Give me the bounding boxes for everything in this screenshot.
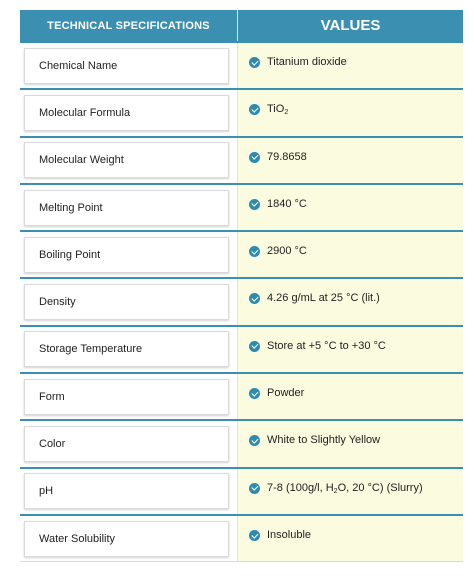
value-subscript: 2 — [284, 109, 289, 117]
spec-value: Store at +5 °C to +30 °C — [267, 339, 386, 352]
value-cell — [237, 185, 463, 230]
check-circle-icon — [249, 435, 260, 446]
spec-value: 79.8658 — [267, 150, 307, 163]
spec-value: 1840 °C — [267, 197, 307, 210]
table-header — [20, 10, 463, 41]
spec-value: Powder — [267, 387, 305, 400]
value-cell — [237, 138, 463, 183]
label-cell — [20, 232, 237, 277]
value-cell — [237, 232, 463, 277]
spec-label: pH — [24, 473, 229, 509]
spec-label: Storage Temperature — [24, 331, 229, 367]
spec-row-molecular-formula — [20, 88, 463, 135]
spec-value: White to Slightly Yellow — [267, 434, 381, 447]
spec-label: Molecular Weight — [24, 142, 229, 178]
label-cell — [20, 374, 237, 419]
spec-label: Color — [24, 426, 229, 462]
spec-label: Boiling Point — [24, 237, 229, 273]
check-circle-icon — [249, 388, 260, 399]
spec-row-color — [20, 419, 463, 466]
spec-row-water-solubility — [20, 514, 463, 561]
label-cell — [20, 421, 237, 466]
value-part: O, 20 °C) (Slurry) — [337, 481, 423, 494]
check-circle-icon — [249, 104, 260, 115]
label-cell — [20, 43, 237, 88]
header-technical-specifications: TECHNICAL SPECIFICATIONS — [20, 10, 237, 41]
spec-row-melting-point — [20, 183, 463, 230]
label-cell — [20, 516, 237, 561]
label-cell — [20, 279, 237, 324]
check-circle-icon — [249, 246, 260, 257]
value-cell — [237, 421, 463, 466]
spec-label: Form — [24, 379, 229, 415]
spec-label: Molecular Formula — [24, 95, 229, 131]
spec-row-chemical-name — [20, 41, 463, 88]
value-part: TiO — [267, 103, 285, 116]
spec-value: Titanium dioxide — [267, 56, 347, 68]
label-cell — [20, 185, 237, 230]
spec-row-storage-temperature — [20, 325, 463, 372]
label-cell — [20, 90, 237, 135]
label-cell — [20, 138, 237, 183]
spec-row-boiling-point — [20, 230, 463, 277]
label-cell — [20, 469, 237, 514]
spec-label: Density — [24, 284, 229, 320]
spec-value: 2900 °C — [267, 245, 307, 258]
spec-value: 4.26 g/mL at 25 °C (lit.) — [267, 292, 380, 305]
value-cell — [237, 279, 463, 324]
value-cell — [237, 90, 463, 135]
spec-value: Insoluble — [267, 528, 312, 541]
value-cell — [237, 516, 463, 561]
value-cell — [237, 374, 463, 419]
check-circle-icon — [249, 199, 260, 210]
check-circle-icon — [249, 293, 260, 304]
spec-label: Melting Point — [24, 190, 229, 226]
value-cell — [237, 327, 463, 372]
spec-label: Water Solubility — [24, 521, 229, 557]
spec-label: Chemical Name — [24, 48, 229, 84]
value-cell — [237, 43, 463, 88]
spec-row-density — [20, 277, 463, 324]
spec-value — [267, 482, 423, 494]
value-cell — [237, 469, 463, 514]
value-subscript: 2 — [333, 487, 338, 495]
spec-row-form — [20, 372, 463, 419]
check-circle-icon — [249, 152, 260, 163]
value-part: 7-8 (100g/l, H — [267, 481, 334, 494]
check-circle-icon — [249, 57, 260, 68]
label-cell — [20, 327, 237, 372]
spec-value — [267, 103, 288, 115]
spec-row-molecular-weight — [20, 136, 463, 183]
spec-row-ph — [20, 467, 463, 514]
check-circle-icon — [249, 530, 260, 541]
check-circle-icon — [249, 483, 260, 494]
header-values: VALUES — [237, 10, 463, 41]
check-circle-icon — [249, 341, 260, 352]
spec-table — [20, 10, 463, 562]
